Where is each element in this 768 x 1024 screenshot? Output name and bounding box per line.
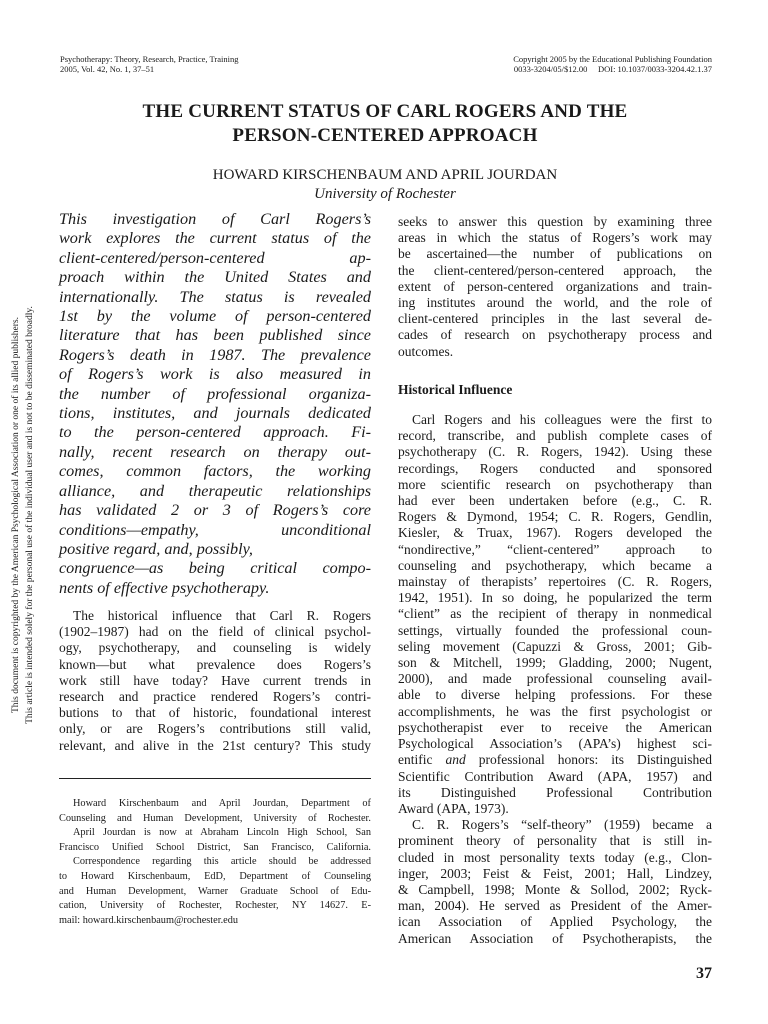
running-header-right <box>513 54 712 74</box>
abstract-line: This investigation of Carl Rogers’s <box>59 210 371 228</box>
body-line: settings, virtually founded the professional coun- <box>398 622 712 638</box>
body-line: work still have today? Have current trends in <box>59 672 371 688</box>
abstract-line: internationally. The status is revealed <box>59 287 371 306</box>
body-line: Rogers & Dymond, 1954; C. R. Rogers, Gendlin, <box>398 509 712 525</box>
abstract-line: conditions—empathy, unconditional <box>59 520 371 539</box>
body-line: American Association of Psychotherapists, the <box>398 930 712 946</box>
footnote-line: mail: howard.kirschenbaum@rochester.edu <box>59 914 239 926</box>
footnote-divider <box>59 778 371 779</box>
abstract-line: comes, common factors, the working <box>59 462 371 481</box>
footnote-line: and Human Development, Warner Graduate School of Edu- <box>59 885 371 897</box>
body-line: able to diverse helping professions. For these <box>398 687 712 703</box>
body-line: ogy, psychotherapy, and counseling is widely <box>59 640 371 656</box>
article-title <box>60 100 710 148</box>
footnote-line: cation, University of Rochester, Rochester, NY 14627. E- <box>59 900 371 912</box>
body-line: Psychological Association’s (APA’s) highest sci- <box>398 736 712 752</box>
body-line: cluded in most personality texts today (e.g., Clon- <box>398 849 712 865</box>
author-footnote <box>59 797 371 928</box>
body-line: Carl Rogers and his colleagues were the first to <box>412 412 712 428</box>
abstract-line: work explores the current status of the <box>59 229 371 248</box>
journal-volume: 2005, Vol. 42, No. 1, 37–51 <box>60 64 155 74</box>
intro-paragraph <box>59 608 371 754</box>
abstract-line: of Rogers’s work is also measured in <box>59 365 371 384</box>
author-names: HOWARD KIRSCHENBAUM AND APRIL JOURDAN <box>212 167 558 183</box>
body-line: & Campbell, 1998; Monte & Sollod, 2002; Ryck- <box>398 881 712 897</box>
body-line: the client-centered/person-centered approach, the <box>398 262 712 278</box>
body-line: known—but what prevalence does Rogers’s <box>59 656 371 672</box>
body-line: C. R. Rogers’s “self-theory” (1959) became a <box>412 817 712 833</box>
body-line: its Distinguished Professional Contribution <box>398 784 712 800</box>
body-line: The historical influence that Carl R. Rogers <box>73 608 371 623</box>
body-line: seeks to answer this question by examining three <box>398 214 712 229</box>
running-header-left <box>60 54 238 74</box>
body-line: psychotherapist ever to receive the American <box>398 719 712 735</box>
abstract-line: Rogers’s death in 1987. The prevalence <box>59 345 371 364</box>
abstract-line: alliance, and therapeutic relationships <box>59 481 371 500</box>
side-copyright-note-2: This article is intended solely for the personal use of the individual user and is not to be disseminated broadly. <box>25 306 35 724</box>
abstract-line: nents of effective psychotherapy. <box>59 578 270 597</box>
copyright-notice: Copyright 2005 by the Educational Publishing Foundation <box>513 54 712 64</box>
body-line: be ascertained—the number of publications on <box>398 246 712 262</box>
body-line: prominent theory of personality that is still in- <box>398 833 712 849</box>
body-line: outcomes. <box>398 343 454 359</box>
right-column <box>398 214 712 947</box>
body-line: ing institutes around the world, and the role of <box>398 295 712 311</box>
author-affiliation: University of Rochester <box>314 186 456 202</box>
body-line: research and practice rendered Rogers’s contri- <box>59 689 371 705</box>
abstract-line: client-centered/person-centered ap- <box>59 248 371 267</box>
award-text-b: professional honors: its Distinguished <box>465 752 713 768</box>
body-line: extent of person-centered organizations and train- <box>398 278 712 294</box>
abstract-line: literature that has been published since <box>59 326 371 345</box>
body-line-award <box>398 752 712 768</box>
body-line: son & Mitchell, 1999; Gladding, 2000; Nugent, <box>398 655 712 671</box>
body-line: only, or are Rogers’s contributions still valid, <box>59 721 371 737</box>
body-line: seling movement (Capuzzi & Gross, 2001; Gib- <box>398 638 712 654</box>
body-line: ican Association of Applied Psychology, the <box>398 914 712 930</box>
abstract-line: tions, institutes, and journals dedicated <box>59 404 371 423</box>
body-line: 1942, 1951). In so doing, he popularized the term <box>398 590 712 606</box>
body-line: cades of research on psychotherapy process and <box>398 327 712 343</box>
footnote-line: Francisco Unified School District, San Francisco, California. <box>59 841 371 853</box>
body-line: relevant, and alive in the 21st century? This study <box>59 737 371 753</box>
body-line: “client” as the recipient of therapy in nonmedical <box>398 606 712 622</box>
page-number: 37 <box>696 965 712 982</box>
body-line: inger, 2003; Feist & Feist, 2001; Hall, Lindzey, <box>398 865 712 881</box>
body-line: client-centered principles in the last several de- <box>398 311 712 327</box>
abstract-line: 1st by the volume of person-centered <box>59 307 371 326</box>
body-line: “nondirective,” “client-centered” approach to <box>398 541 712 557</box>
body-line: counseling and psychotherapy, which became a <box>398 557 712 573</box>
side-copyright-note-1: This document is copyrighted by the American Psychological Association or one of its allied publishers. <box>11 316 21 714</box>
award-text-and: and <box>445 752 466 768</box>
footnote-line: Correspondence regarding this article should be addressed <box>73 856 371 868</box>
award-text-a: entific <box>398 752 446 768</box>
body-line: 2000), and made professional counseling avail- <box>398 671 712 687</box>
abstract-line: congruence—as being critical compo- <box>59 559 371 578</box>
body-line: had ever been undertaken before (e.g., C. R. <box>398 493 712 509</box>
abstract <box>59 210 371 598</box>
body-line: man, 2004). He served as President of the Amer- <box>398 898 712 914</box>
footnote-line: Howard Kirschenbaum and April Jourdan, Department of <box>73 798 371 809</box>
abstract-line: the number of professional organiza- <box>59 384 371 403</box>
body-line: (1902–1987) had on the field of clinical psychol- <box>59 624 371 640</box>
body-line: butions to that of historic, foundational interest <box>59 705 371 721</box>
body-line: recordings, Rogers conducted and sponsored <box>398 460 712 476</box>
title-line-2: PERSON-CENTERED APPROACH <box>232 125 538 146</box>
body-line: Scientific Contribution Award (APA, 1957) and <box>398 768 712 784</box>
abstract-line: nally, recent research on therapy out- <box>59 442 371 461</box>
footnote-line: April Jourdan is now at Abraham Lincoln High School, San <box>73 827 371 839</box>
section-heading: Historical Influence <box>398 381 513 397</box>
body-line: areas in which the status of Rogers’s work may <box>398 230 712 246</box>
body-line: psychotherapy (C. R. Rogers, 1942). Using these <box>398 444 712 460</box>
doi-line: 0033-3204/05/$12.00 DOI: 10.1037/0033-3204.42.1.37 <box>513 64 712 74</box>
body-line: mainstay of therapists’ repertoires (C. R. Rogers, <box>398 574 712 590</box>
title-line-1: THE CURRENT STATUS OF CARL ROGERS AND THE <box>142 101 628 122</box>
body-line: more scientific research on psychotherapy than <box>398 476 712 492</box>
abstract-line: has validated 2 or 3 of Rogers’s core <box>59 501 371 520</box>
body-line: record, transcribe, and publish complete cases of <box>398 428 712 444</box>
body-line: accomplishments, he was the first psychologist or <box>398 703 712 719</box>
abstract-line: positive regard, and, possibly, <box>59 539 253 558</box>
footnote-line: Counseling and Human Development, University of Rochester. <box>59 812 371 824</box>
body-line: Kiesler, & Truax, 1967). Rogers developed the <box>398 525 712 541</box>
abstract-line: to the person-centered approach. Fi- <box>59 423 371 442</box>
journal-name: Psychotherapy: Theory, Research, Practice, Training <box>60 54 239 64</box>
body-line: Award (APA, 1973). <box>398 800 509 816</box>
abstract-line: proach within the United States and <box>59 268 371 287</box>
footnote-line: to Howard Kirschenbaum, EdD, Department of Counseling <box>59 870 371 882</box>
